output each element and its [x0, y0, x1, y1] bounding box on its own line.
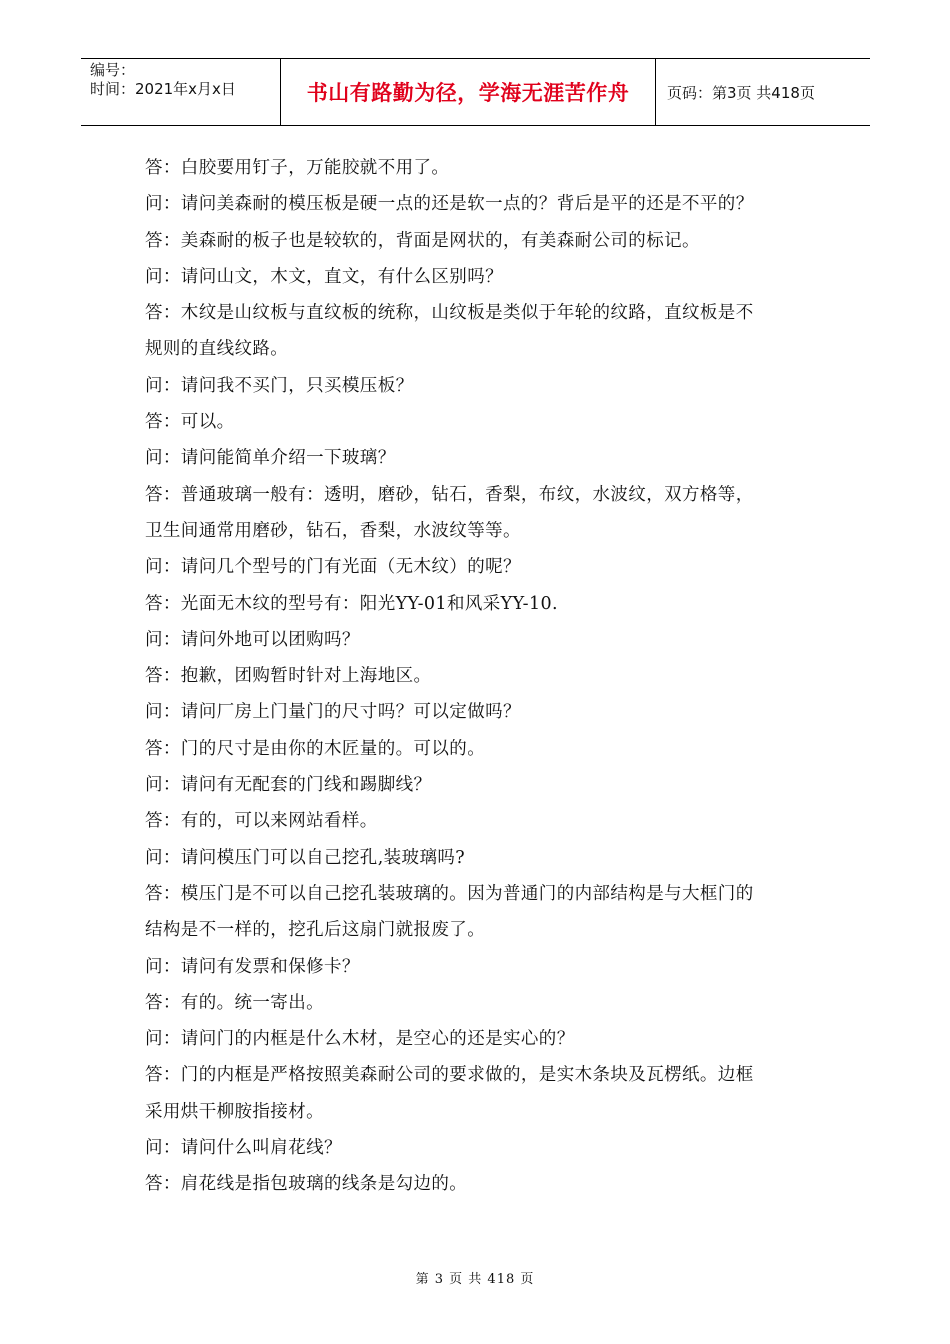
text-line: 问：请问能简单介绍一下玻璃？: [145, 448, 396, 469]
text-line: 答：白胶要用钉子，万能胶就不用了。: [145, 158, 450, 178]
text-line: 问：请问几个型号的门有光面（无木纹）的呢？: [145, 557, 521, 578]
header-motto: 书山有路勤为径，学海无涯苦作舟: [281, 59, 656, 125]
text-line: 答：可以。: [145, 412, 235, 433]
text-line: 答：模压门是不可以自己挖孔装玻璃的。因为普通门的内部结构是与大框门的: [145, 883, 754, 904]
text-line: 问：请问有无配套的门线和踢脚线？: [145, 775, 432, 796]
text-line: 卫生间通常用磨砂，钻石，香梨，水波纹等等。: [145, 520, 521, 541]
text-line: 答：抱歉，团购暂时针对上海地区。: [145, 666, 432, 687]
text-line: 问：请问有发票和保修卡？: [145, 956, 360, 977]
text-line: 答：有的，可以来网站看样。: [145, 811, 378, 832]
text-line: 问：请问门的内框是什么木材，是空心的还是实心的？: [145, 1029, 575, 1050]
text-line: 规则的直线纹路。: [145, 339, 289, 360]
text-line: 问：请问厂房上门量门的尺寸吗？可以定做吗？: [145, 702, 521, 723]
document-number-label: 编号：: [90, 61, 136, 79]
text-line: 答：光面无木纹的型号有：阳光YY-01和风采YY-10.: [145, 593, 558, 614]
header-page-info: 页码：第3页 共418页: [667, 83, 815, 102]
text-line: 问：请问美森耐的模压板是硬一点的还是软一点的？背后是平的还是不平的？: [145, 194, 754, 215]
text-line: 问：请问什么叫肩花线？: [145, 1138, 342, 1159]
text-line: 答：有的。统一寄出。: [145, 992, 324, 1013]
text-line: 问：请问模压门可以自己挖孔,装玻璃吗?: [145, 847, 466, 868]
text-line: 答：美森耐的板子也是较软的，背面是网状的，有美森耐公司的标记。: [145, 230, 700, 251]
text-line: 问：请问我不买门，只买模压板？: [145, 375, 414, 396]
text-line: 问：请问外地可以团购吗？: [145, 629, 360, 650]
document-body: [145, 150, 815, 1203]
document-time-label: 时间：2021年x月x日: [90, 80, 236, 98]
text-line: 答：门的尺寸是由你的木匠量的。可以的。: [145, 738, 486, 759]
text-line: 答：木纹是山纹板与直纹板的统称，山纹板是类似于年轮的纹路，直纹板是不: [145, 303, 754, 324]
text-line: 答：肩花线是指包玻璃的线条是勾边的。: [145, 1174, 468, 1195]
text-line: 答：普通玻璃一般有：透明，磨砂，钻石，香梨，布纹，水波纹，双方格等，: [145, 484, 754, 505]
header-meta: [81, 59, 281, 125]
text-line: 采用烘干柳胺指接材。: [145, 1101, 324, 1122]
page-footer: 第 3 页 共 418 页: [415, 1272, 535, 1287]
page-header: [81, 58, 870, 126]
text-line: 结构是不一样的，挖孔后这扇门就报废了。: [145, 920, 486, 941]
text-line: 问：请问山文，木文，直文，有什么区别吗？: [145, 266, 503, 287]
text-line: 答：门的内框是严格按照美森耐公司的要求做的，是实木条块及瓦楞纸。边框: [145, 1065, 754, 1086]
